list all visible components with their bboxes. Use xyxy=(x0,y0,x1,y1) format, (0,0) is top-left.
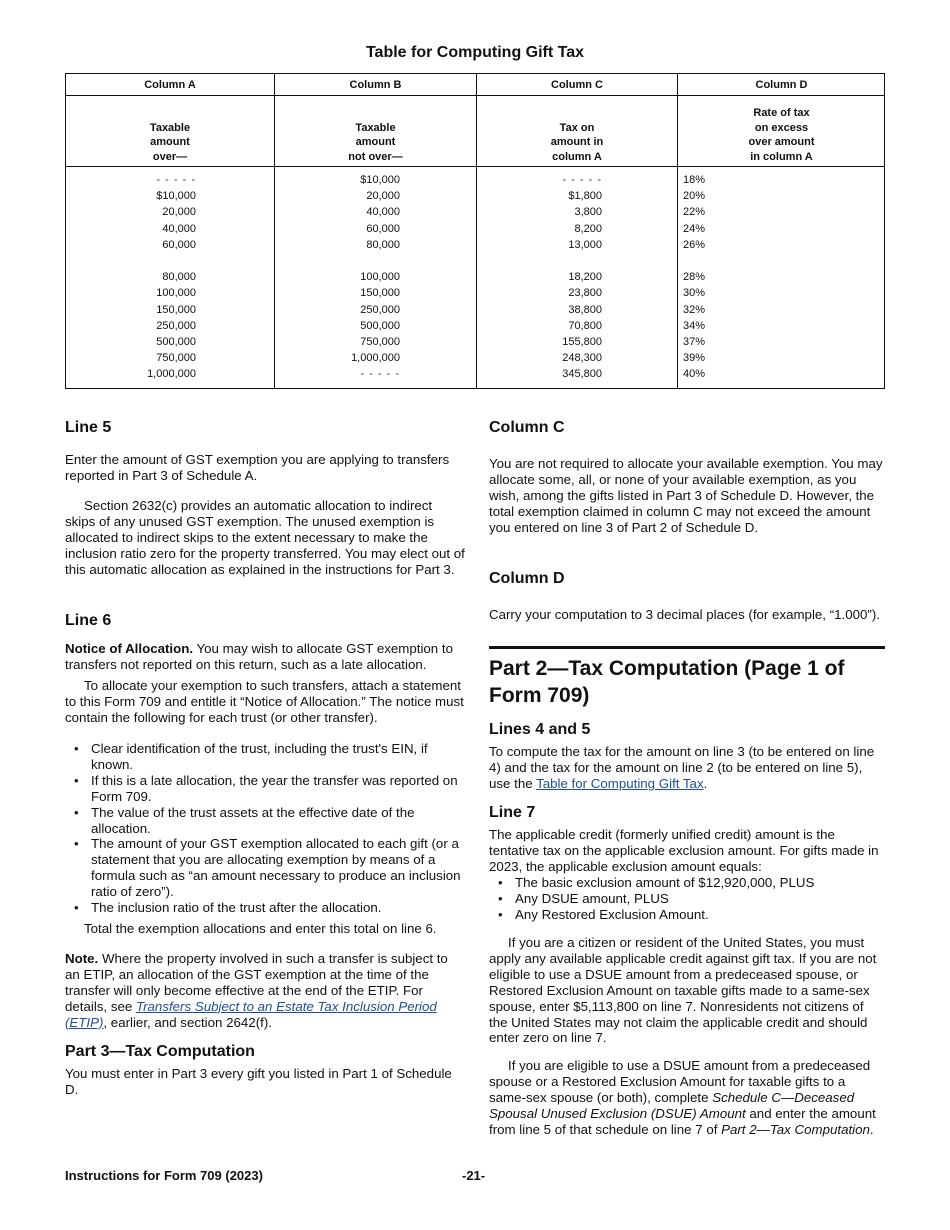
dsue-text: and enter the amount from line 5 of that schedule on line 7 of xyxy=(489,1105,876,1137)
table-cell: 24% xyxy=(683,222,706,235)
column-values xyxy=(477,172,677,382)
part2-reference: Part 2—Tax Computation xyxy=(721,1121,870,1137)
column-subheader xyxy=(477,96,677,167)
column-d-paragraph: Carry your computation to 3 decimal places (for example, “1.000”). xyxy=(489,607,880,622)
subheader-line: column A xyxy=(552,150,602,163)
table-cell: 20% xyxy=(683,190,706,203)
subheader-line: over amount xyxy=(748,136,815,148)
column-header: Column D xyxy=(678,74,885,96)
notice-requirements-list xyxy=(65,741,465,916)
table-cell: 8,200 xyxy=(574,222,602,235)
table-cell: $10,000 xyxy=(360,174,400,186)
list-item: • If this is a late allocation, the year the transfer was reported on Form 709. xyxy=(65,773,465,805)
table-cell: 750,000 xyxy=(360,335,400,348)
total-allocations-text: Total the exemption allocations and enter this total on line 6. xyxy=(84,921,437,936)
table-cell: 13,000 xyxy=(568,238,602,251)
lines-4-5-heading: Lines 4 and 5 xyxy=(489,721,591,738)
list-item: • The inclusion ratio of the trust after the allocation. xyxy=(65,900,465,916)
table-cell: 248,300 xyxy=(562,352,602,365)
table-cell: 20,000 xyxy=(162,206,196,219)
table-cell: 250,000 xyxy=(156,319,196,332)
table-cell: $10,000 xyxy=(156,190,196,203)
table-column-a xyxy=(66,74,274,388)
table-cell: 28% xyxy=(683,271,706,284)
list-item: • The basic exclusion amount of $12,920,000, PLUS xyxy=(489,875,885,891)
table-cell: - - - - - xyxy=(156,174,196,186)
line5-paragraph: Enter the amount of GST exemption you are applying to transfers reported in Part 3 of Schedule A. xyxy=(65,452,450,483)
gift-tax-table xyxy=(65,73,885,389)
etip-note-paragraph xyxy=(65,951,465,1031)
line7-heading: Line 7 xyxy=(489,804,536,821)
column-header: Column C xyxy=(477,74,677,96)
note-tail: , earlier, and section 2642(f). xyxy=(103,1014,272,1030)
subheader-line: in column A xyxy=(750,150,813,163)
table-cell: 32% xyxy=(683,303,706,316)
table-title: Table for Computing Gift Tax xyxy=(365,44,585,61)
etip-link[interactable]: Transfers Subject to an Estate Tax Inclusion Period (ETIP) xyxy=(65,998,437,1030)
line6-heading: Line 6 xyxy=(65,612,112,629)
row-spacer xyxy=(683,253,885,269)
table-cell: 40,000 xyxy=(162,222,196,235)
table-cell: 18% xyxy=(683,174,706,186)
subheader-line: Tax on xyxy=(559,121,595,134)
page-number: -21- xyxy=(462,1168,486,1183)
table-cell: 250,000 xyxy=(360,303,400,316)
row-spacer xyxy=(66,253,196,269)
table-cell: 18,200 xyxy=(568,271,602,284)
table-cell: 1,000,000 xyxy=(147,368,196,381)
exclusion-amount-list xyxy=(489,875,885,923)
notice-label: Notice of Allocation. xyxy=(65,641,194,656)
list-item: • Any DSUE amount, PLUS xyxy=(489,891,885,907)
subheader-line: amount xyxy=(355,136,396,148)
subheader-line: Taxable xyxy=(355,121,396,134)
table-cell: 22% xyxy=(683,206,706,219)
column-header: Column B xyxy=(275,74,476,96)
table-cell: 150,000 xyxy=(360,287,400,300)
list-item: • Any Restored Exclusion Amount. xyxy=(489,907,885,923)
lines-4-5-text: To compute the tax for the amount on line 3 (to be entered on line 4) and the tax for the amount on line 2 (to be entered on line 5), use the xyxy=(489,744,875,791)
table-cell: 345,800 xyxy=(562,368,602,381)
row-spacer xyxy=(477,253,602,269)
subheader-line: on excess xyxy=(754,121,809,134)
note-text: Where the property involved in such a transfer is subject to an ETIP, an allocation of the GST exemption at the time of the transfer will only become effective at the end of the ETIP. For details, see xyxy=(65,951,448,1014)
column-values xyxy=(275,172,476,382)
column-subheader xyxy=(66,96,274,167)
lines-4-5-tail: . xyxy=(703,775,708,791)
table-column-c xyxy=(476,74,677,388)
column-header: Column A xyxy=(66,74,274,96)
part3-heading: Part 3—Tax Computation xyxy=(65,1043,255,1060)
subheader-line: Rate of tax xyxy=(753,107,810,119)
table-cell: 1,000,000 xyxy=(351,352,400,365)
notice-text: You may wish to allocate GST exemption to transfers not reported on this return, such as a late allocation. xyxy=(65,641,453,672)
list-item: • Clear identification of the trust, including the trust's EIN, if known. xyxy=(65,741,465,773)
note-label: Note. xyxy=(65,951,99,966)
part2-heading: Part 2—Tax Computation (Page 1 of Form 709) xyxy=(489,657,845,707)
table-cell: - - - - - xyxy=(360,368,400,381)
subheader-line: amount xyxy=(150,136,190,148)
table-cell: 150,000 xyxy=(156,303,196,316)
table-cell: - - - - - xyxy=(562,174,602,186)
table-for-computing-gift-tax-link[interactable]: Table for Computing Gift Tax xyxy=(536,775,704,791)
subheader-line: over— xyxy=(152,150,188,163)
table-cell: 40% xyxy=(683,368,706,381)
list-item: • The value of the trust assets at the effective date of the allocation. xyxy=(65,805,465,837)
notice-of-allocation-paragraph xyxy=(65,641,465,673)
line5-heading: Line 5 xyxy=(65,419,112,436)
table-cell: 80,000 xyxy=(366,238,400,251)
table-cell: 70,800 xyxy=(568,319,602,332)
lines-4-5-paragraph xyxy=(489,744,885,792)
table-column-b xyxy=(274,74,476,388)
column-values xyxy=(678,172,885,382)
table-cell: 155,800 xyxy=(562,335,602,348)
list-item: • The amount of your GST exemption allocated to each gift (or a statement that you are allocating exemption by means of a formula such as “an amount necessary to produce an inclusion ratio of zero”). xyxy=(65,836,465,900)
dsue-text: . xyxy=(869,1121,874,1137)
dsue-text: If you are eligible to use a DSUE amount from a predeceased spouse or a Restored Exclusion Amount for taxable gifts to a same-sex spouse (or both), complete xyxy=(489,1058,871,1105)
table-cell: 38,800 xyxy=(568,303,602,316)
table-cell: 500,000 xyxy=(360,319,400,332)
table-cell: 500,000 xyxy=(156,335,196,348)
table-cell: 39% xyxy=(683,352,706,365)
table-cell: 34% xyxy=(683,319,706,332)
table-cell: 80,000 xyxy=(162,271,196,284)
column-values xyxy=(66,172,274,382)
table-cell: 20,000 xyxy=(366,190,400,203)
citizen-paragraph: If you are a citizen or resident of the United States, you must apply any available applicable credit against gift tax. If you are not eligible to use a DSUE amount from a predeceased spouse, or Restored Exclusion Amount on taxable gifts made to a same-sex spouse, enter $5,113,800 on line 7. Nonresidents not citizens of the United States may not claim the applicable credit and should enter zero on line 7. xyxy=(489,935,877,1046)
line5-section-paragraph: Section 2632(c) provides an automatic allocation to indirect skips of any unused GST exemption. The unused exemption is allocated to indirect skips to the extent necessary to make the inclusion ratio zero for the property transferred. You may elect out of this automatic allocation as explained in the instructions for Part 3. xyxy=(65,498,465,577)
table-cell: 750,000 xyxy=(156,352,196,365)
dsue-paragraph xyxy=(489,1058,885,1138)
subheader-line: Taxable xyxy=(149,121,191,134)
table-cell: 3,800 xyxy=(574,206,602,219)
row-spacer xyxy=(275,253,400,269)
table-cell: 60,000 xyxy=(366,222,400,235)
section-divider xyxy=(489,646,885,649)
table-cell: 30% xyxy=(683,287,706,300)
table-cell: 23,800 xyxy=(568,287,602,300)
column-subheader xyxy=(678,96,885,167)
table-cell: $1,800 xyxy=(568,190,602,203)
column-subheader xyxy=(275,96,476,167)
subheader-line: not over— xyxy=(348,150,403,163)
table-cell: 100,000 xyxy=(360,271,400,284)
table-cell: 40,000 xyxy=(366,206,400,219)
table-cell: 100,000 xyxy=(156,287,196,300)
table-cell: 37% xyxy=(683,335,706,348)
table-column-d xyxy=(677,74,885,388)
schedule-c-reference: Schedule C—Deceased Spousal Unused Exclusion (DSUE) Amount xyxy=(489,1089,855,1121)
column-d-heading: Column D xyxy=(489,570,565,587)
table-cell: 60,000 xyxy=(162,238,196,251)
column-c-paragraph: You are not required to allocate your available exemption. You may allocate some, all, or none of your available exemption, as you wish, among the gifts listed in Part 3 of Schedule D. However, the total exemption claimed in column C may not exceed the amount you entered on line 3 of Part 2 of Schedule D. xyxy=(489,456,883,535)
column-c-heading: Column C xyxy=(489,419,565,436)
allocate-paragraph: To allocate your exemption to such transfers, attach a statement to this Form 709 and entitle it “Notice of Allocation.” The notice must contain the following for each trust (or other transfer). xyxy=(65,678,464,725)
line7-paragraph: The applicable credit (formerly unified credit) amount is the tentative tax on the applicable exclusion amount. For gifts made in 2023, the applicable exclusion amount equals: xyxy=(489,827,879,874)
subheader-line: amount in xyxy=(550,136,604,148)
footer-document-title: Instructions for Form 709 (2023) xyxy=(65,1168,263,1183)
table-cell: 26% xyxy=(683,238,706,251)
part3-paragraph: You must enter in Part 3 every gift you listed in Part 1 of Schedule D. xyxy=(65,1066,452,1097)
